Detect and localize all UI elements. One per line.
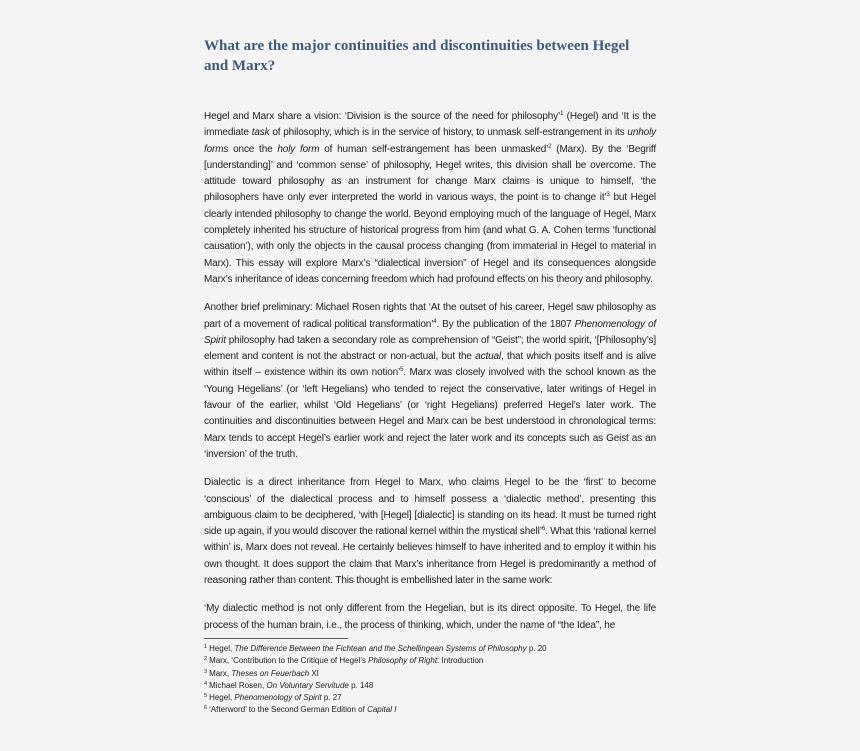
block-quote — [204, 601, 656, 634]
footnotes — [204, 642, 656, 716]
text-run: ‘My dialectic method is not only different from the Hegelian, but is its direct opposite. To Hegel, the life process of the human brain, i.e., the process of thinking, which, under the name of “the Idea”, he — [204, 603, 656, 631]
italic-text: Philosophy of Right — [368, 656, 438, 666]
italic-text: unholy forms — [204, 127, 656, 155]
italic-text: Capital I — [367, 705, 397, 715]
italic-text: The Difference Between the Fichtean and the Schellingean Systems of Philosophy — [234, 643, 527, 653]
footnote-number: 1 — [204, 643, 208, 650]
text-run: p. 148 — [348, 680, 374, 690]
footnote-ref: 2 — [548, 143, 552, 150]
footnote-ref: 4 — [433, 318, 437, 325]
text-run: : Introduction — [437, 656, 484, 666]
text-run: p. 27 — [321, 693, 342, 703]
text-run: XI — [309, 668, 319, 678]
footnote-number: 2 — [204, 656, 208, 663]
text-run: Michael Rosen, — [209, 680, 267, 690]
footnote — [204, 679, 656, 691]
italic-text: holy form — [277, 143, 320, 155]
italic-text: actual — [475, 351, 501, 363]
text-run: Hegel, — [209, 693, 235, 703]
paragraph — [204, 300, 656, 463]
text-run: , that which posits itself and is alive within itself – existence within its own notion’ — [204, 351, 657, 379]
text-run: p. 20 — [526, 643, 547, 653]
paragraph — [204, 475, 656, 589]
paragraph — [204, 109, 656, 288]
text-run: . What this ‘rational kernel within’ is, Marx does not reveal. He certainly believes himself to have inherited and to employ it within his own thought. It does support the claim that Marx’s inheritance from Hegel is predominantly a method of reasoning rather than content. This thought is embellished later in the same work: — [204, 526, 656, 587]
text-run: Another brief preliminary: Michael Rosen rights that ‘At the outset of his career, Hegel saw philosophy as part of a movement of radical political transformation’ — [204, 302, 656, 330]
footnote-ref: 6 — [541, 526, 545, 533]
text-run: of human self-estrangement has been unmasked’ — [319, 143, 549, 155]
footnote-number: 6 — [204, 705, 208, 712]
italic-text: On Voluntary Servitude — [266, 680, 349, 690]
footnote-number: 4 — [204, 680, 208, 687]
text-run: Hegel and Marx share a vision: ‘Division is the source of the need for philosophy’ — [204, 111, 561, 122]
text-run: ‘Afterword’ to the Second German Edition of — [209, 705, 368, 715]
text-run: Marx, — [209, 668, 232, 678]
footnote — [204, 667, 656, 679]
text-run: Marx, ‘Contribution to the Critique of Hegel’s — [209, 656, 369, 666]
footnote-number: 5 — [204, 693, 208, 700]
footnote-separator — [204, 638, 348, 639]
essay-title: What are the major continuities and discontinuities between Hegel and Marx? — [204, 38, 630, 74]
text-run: . By the publication of the 1807 — [436, 318, 575, 330]
footnote-ref: 3 — [606, 192, 610, 199]
footnote — [204, 691, 656, 703]
page-content — [204, 36, 656, 716]
essay-body — [204, 109, 656, 634]
footnote — [204, 703, 656, 715]
footnote-ref: 5 — [400, 367, 404, 374]
text-run: once the — [228, 143, 278, 155]
footnote — [204, 642, 656, 654]
text-run: philosophy had taken a secondary role as comprehension of “Geist”; the world spirit, ‘[Philosophy’s] element and content is not the abstract or non-actual, but the — [204, 334, 656, 363]
text-run: (Marx). By the ‘Begriff [understanding]’ and ‘common sense’ of philosophy, Hegel writes, this division shall be overcome. The attitude toward philosophy as an instrument for change Marx claims is unique to himself, ‘the philosophers have only ever interpreted the world in various ways, the point is to change it’ — [204, 143, 657, 204]
text-run: (Hegel) and ‘It is the immediate — [204, 111, 656, 139]
text-run: Dialectic is a direct inheritance from Hegel to Marx, who claims Hegel to be the ‘first’ to become ‘conscious’ of the dialectical process and to himself possess a ‘dialectic method’, presenting this ambiguous claim to be deciphered, ‘with [Hegel] [dialectic] is standing on its head. It must be turned right side up again, if you would discover the rational kernel within the mystical shell’ — [204, 477, 656, 538]
italic-text: task — [251, 127, 270, 139]
text-run: but Hegel clearly intended philosophy to change the world. Beyond employing much of the language of Hegel, Marx completely inherited his structure of historical progress from him (and what G. A. Cohen terms ‘functional causation’), with only the objects in the causal process changing (from immaterial in Hegel to material in Marx). This essay will explore Marx’s “dialectical inversion” of Hegel and its consequences alongside Marx’s inheritance of ideas concerning freedom which had profound effects on his theory and philosophy. — [204, 192, 656, 285]
text-run: . Marx was closely involved with the school known as the ‘Young Hegelians’ (or ‘left Hegelians) who tended to reject the conservative, later writings of Hegel in favour of the earlier, whilst ‘Old Hegelians’ (or ‘right Hegelians) preferred Hegel’s later work. The continuities and discontinuities between Hegel and Marx can be best understood in chronological terms: Marx tends to accept Hegel’s earlier work and reject the later work and its concepts such as Geist as an ‘inversion’ of the truth. — [204, 367, 656, 460]
footnote — [204, 654, 656, 666]
text-run: Hegel, — [209, 643, 235, 653]
text-run: of philosophy, which is in the service of history, to unmask self-estrangement in its — [269, 127, 628, 139]
italic-text: Phenomenology of Spirit — [234, 693, 322, 703]
italic-text: Phenomenology of Spirit — [204, 318, 656, 346]
italic-text: Theses on Feuerbach — [231, 668, 310, 678]
footnote-ref: 1 — [560, 111, 564, 117]
footnote-number: 3 — [204, 668, 208, 675]
